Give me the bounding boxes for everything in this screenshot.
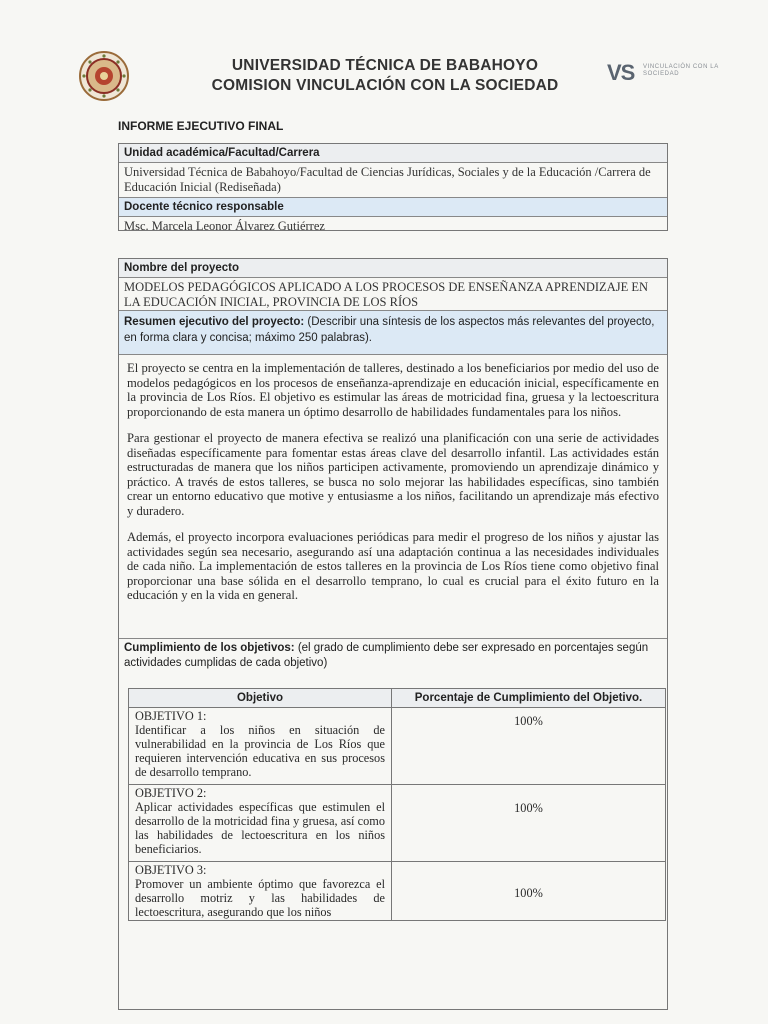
table-row <box>129 708 666 785</box>
summary-paragraph: El proyecto se centra en la implementación de talleres, destinado a los beneficiarios por medio del uso de modelos pedagógicos en los procesos de enseñanza-aprendizaje en educación inicial, específicamente en la provincia de Los Ríos. El objetivo es estimular las áreas de motricidad fina, gruesa y la lectoescritura proporcionando de esta manera un óptimo desarrollo de habilidades fundamentales para los niños. <box>127 361 659 419</box>
project-value: MODELOS PEDAGÓGICOS APLICADO A LOS PROCESOS DE ENSEÑANZA APRENDIZAJE EN LA EDUCACIÓN INICIAL, PROVINCIA DE LOS RÍOS <box>119 278 667 311</box>
summary-label: Resumen ejecutivo del proyecto: <box>124 316 305 328</box>
summary-hint: (Describir una síntesis de los aspectos más relevantes del proyecto, en forma clara y concisa; máximo 250 palabras). <box>124 316 655 344</box>
compliance-hint: (el grado de cumplimiento debe ser expresado en porcentajes según actividades cumplidas de cada objetivo) <box>124 642 649 669</box>
col-percentage-header: Porcentaje de Cumplimiento del Objetivo. <box>392 689 666 708</box>
university-name: UNIVERSIDAD TÉCNICA DE BABAHOYO <box>231 57 539 74</box>
document-header <box>0 40 768 110</box>
table-row <box>129 785 666 862</box>
university-seal-icon <box>78 50 130 102</box>
vs-logo-text: VS <box>607 60 635 85</box>
unit-label: Unidad académica/Facultad/Carrera <box>119 144 667 163</box>
summary-header <box>119 311 667 355</box>
unit-value: Universidad Técnica de Babahoyo/Facultad de Ciencias Jurídicas, Sociales y de la Educación /Carrera de Educación Inicial (Rediseñada) <box>119 163 667 198</box>
objective-text: Promover un ambiente óptimo que favorezca el desarrollo motriz y las habilidades de lectoescritura, asegurando que los niños <box>135 877 385 919</box>
objective-cell <box>129 708 392 785</box>
objective-cell <box>129 785 392 862</box>
summary-paragraph: Para gestionar el proyecto de manera efectiva se realizó una planificación con una serie de actividades diseñadas específicamente para fomentar estas áreas clave del desarrollo infantil. Las actividades están estructuradas de manera que los niños participen activamente, promoviendo un aprendizaje dinámico y práctico. A través de estos talleres, se busca no solo mejorar las habilidades específicas, sino también crear un entorno educativo que motive y entusiasme a los niños, facilitando un aprendizaje más efectivo y duradero. <box>127 431 659 518</box>
compliance-label: Cumplimiento de los objetivos: <box>124 642 295 654</box>
summary-body <box>119 355 667 639</box>
percentage-cell: 100% <box>392 785 666 862</box>
teacher-value: Msc. Marcela Leonor Álvarez Gutiérrez <box>124 219 325 233</box>
header-titles <box>150 56 620 96</box>
table-row <box>129 862 666 921</box>
report-title: INFORME EJECUTIVO FINAL <box>118 119 284 133</box>
objective-cell <box>129 862 392 921</box>
objectives-compliance-header <box>119 639 667 673</box>
vs-logo-caption: VINCULACIÓN CON LA SOCIEDAD <box>643 64 719 77</box>
objective-title: OBJETIVO 3: <box>135 863 207 877</box>
table-header-row <box>129 689 666 708</box>
summary-paragraph: Además, el proyecto incorpora evaluaciones periódicas para medir el progreso de los niños y ajustar las actividades según sea necesario, asegurando así una adaptación continua a las necesidades individuales de cada niño. La implementación de estos talleres en la provincia de Los Ríos tiene como objetivo final proporcionar una base sólida en el desarrollo temprano, lo cual es crucial para el éxito futuro en la educación y en la vida en general. <box>127 530 659 602</box>
col-objective-header: Objetivo <box>129 689 392 708</box>
objective-text: Aplicar actividades específicas que estimulen el desarrollo de la motricidad fina y gruesa, así como las habilidades de lectoescritura en los niños beneficiarios. <box>135 800 385 856</box>
percentage-cell: 100% <box>392 862 666 921</box>
objective-title: OBJETIVO 2: <box>135 786 207 800</box>
objective-text: Identificar a los niños en situación de vulnerabilidad en la provincia de Los Ríos que requieren intervención educativa en sus procesos de desarrollo temprano. <box>135 723 385 779</box>
objective-title: OBJETIVO 1: <box>135 709 207 723</box>
commission-name: COMISION VINCULACIÓN CON LA SOCIEDAD <box>211 77 559 94</box>
unit-teacher-box <box>118 143 668 231</box>
percentage-cell: 100% <box>392 708 666 785</box>
teacher-label: Docente técnico responsable <box>119 198 667 217</box>
vs-logo <box>607 60 732 94</box>
objectives-table <box>128 688 666 921</box>
project-label: Nombre del proyecto <box>119 259 667 278</box>
